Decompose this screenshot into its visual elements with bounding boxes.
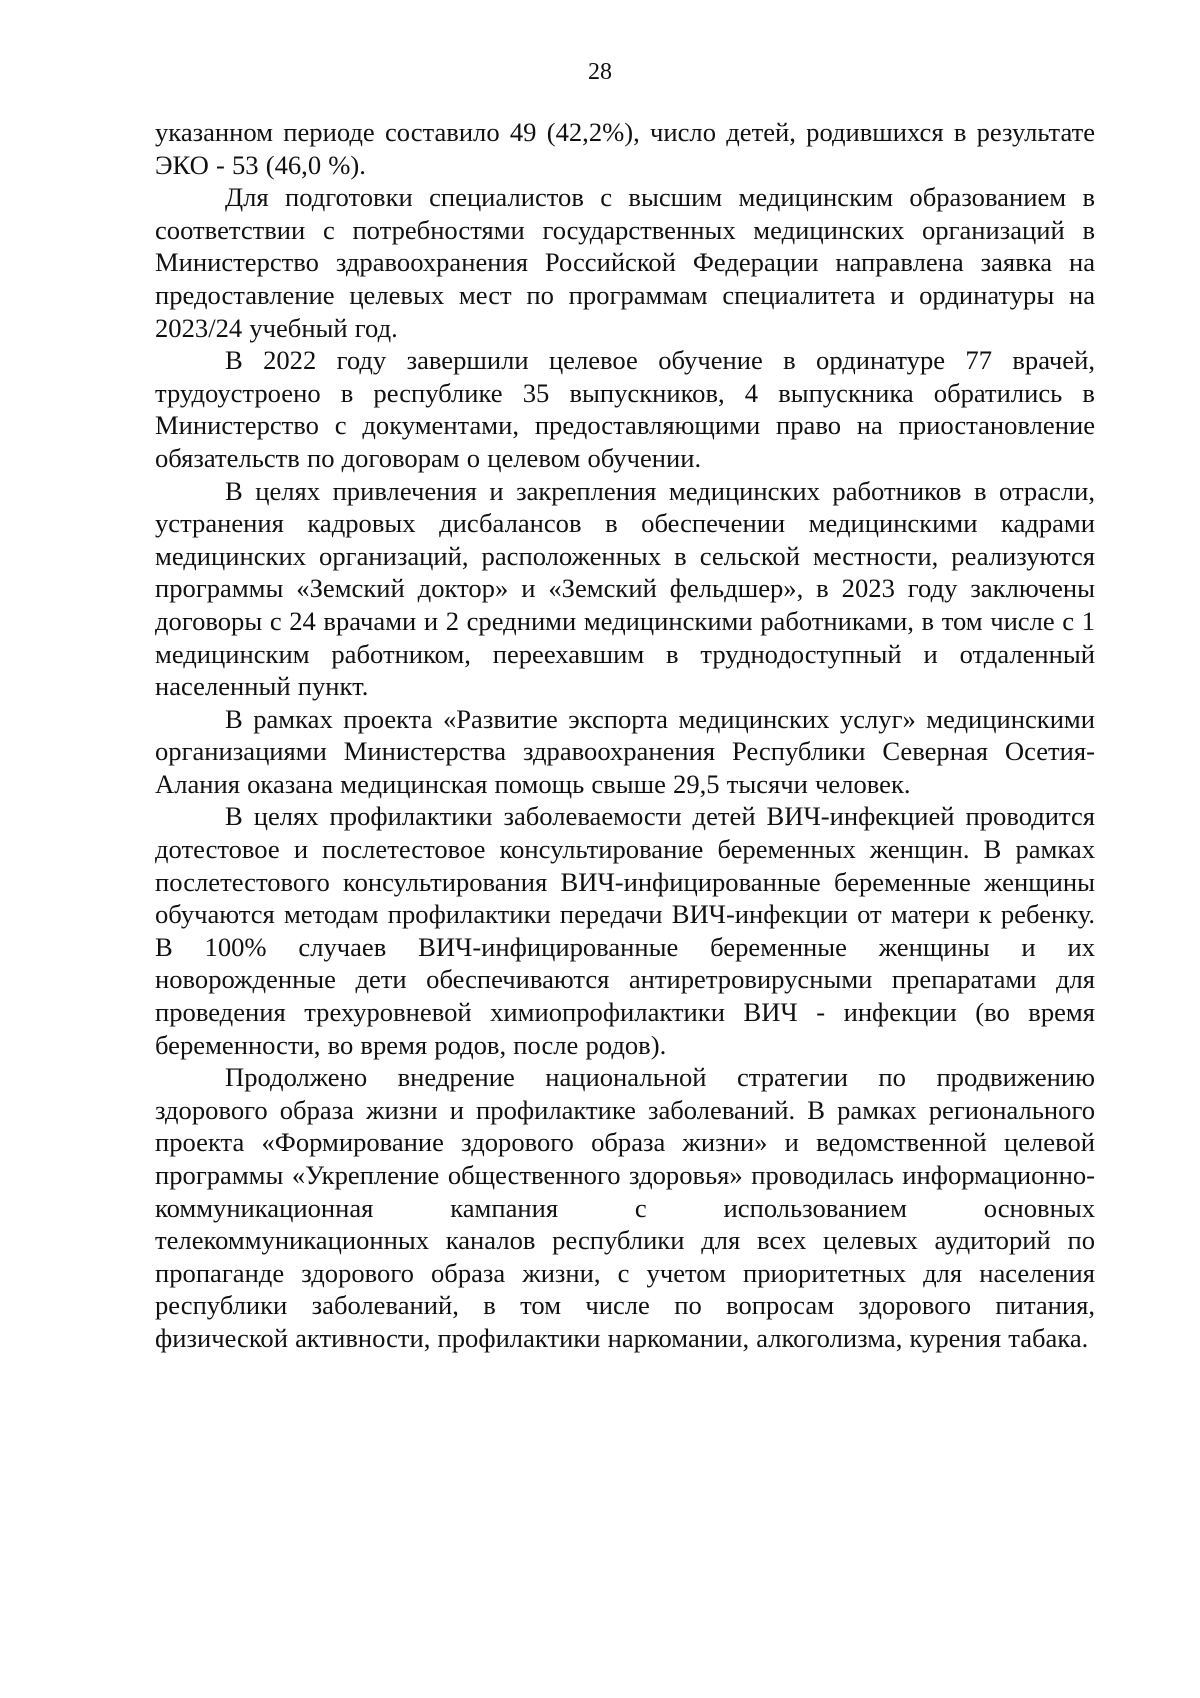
paragraph-specialist-training: Для подготовки специалистов с высшим медицинским образованием в соответствии с потребностями государственных медицинских организаций в Министерство здравоохранения Российской Федерации направлена заявка на предоставление целевых мест по программам специалитета и ординатуры на 2023/24 учебный год. — [155, 182, 1095, 343]
paragraph-continuation: указанном периоде составило 49 (42,2%), число детей, родившихся в результате ЭКО - 53 (46,0 %). — [155, 117, 1095, 180]
paragraph-hiv-prevention: В целях профилактики заболеваемости детей ВИЧ-инфекцией проводится дотестовое и послетестовое консультирование беременных женщин. В рамках послетестового консультирования ВИЧ-инфицированные беременные женщины обучаются методам профилактики передачи ВИЧ-инфекции от матери к ребенку. В 100% случаев ВИЧ-инфицированные беременные женщины и их новорожденные дети обеспечиваются антиретровирусными препаратами для проведения трехуровневой химиопрофилактики ВИЧ - инфекции (во время беременности, во время родов, после родов). — [155, 801, 1095, 1060]
paragraph-zemsky-programs: В целях привлечения и закрепления медицинских работников в отрасли, устранения кадровых дисбалансов в обеспечении медицинскими кадрами медицинских организаций, расположенных в сельской местности, реализуются программы «Земский доктор» и «Земский фельдшер», в 2023 году заключены договоры с 24 врачами и 2 средними медицинскими работниками, в том числе с 1 медицинским работником, переехавшим в труднодоступный и отдаленный населенный пункт. — [155, 475, 1095, 702]
paragraph-residency-2022: В 2022 году завершили целевое обучение в ординатуре 77 врачей, трудоустроено в республике 35 выпускников, 4 выпускника обратились в Министерство с документами, предоставляющими право на приостановление обязательств по договорам о целевом обучении. — [155, 345, 1095, 473]
page-number: 28 — [588, 59, 612, 85]
document-body — [155, 116, 1095, 1355]
paragraph-healthy-lifestyle: Продолжено внедрение национальной стратегии по продвижению здорового образа жизни и профилактике заболеваний. В рамках регионального проекта «Формирование здорового образа жизни» и ведомственной целевой программы «Укрепление общественного здоровья» проводилась информационно-коммуникационная кампания с использованием основных телекоммуникационных каналов республики для всех целевых аудиторий по пропаганде здорового образа жизни, с учетом приоритетных для населения республики заболеваний, в том числе по вопросам здорового питания, физической активности, профилактики наркомании, алкоголизма, курения табака. — [155, 1062, 1095, 1353]
paragraph-medical-export: В рамках проекта «Развитие экспорта медицинских услуг» медицинскими организациями Министерства здравоохранения Республики Северная Осетия-Алания оказана медицинская помощь свыше 29,5 тысячи человек. — [155, 703, 1095, 799]
